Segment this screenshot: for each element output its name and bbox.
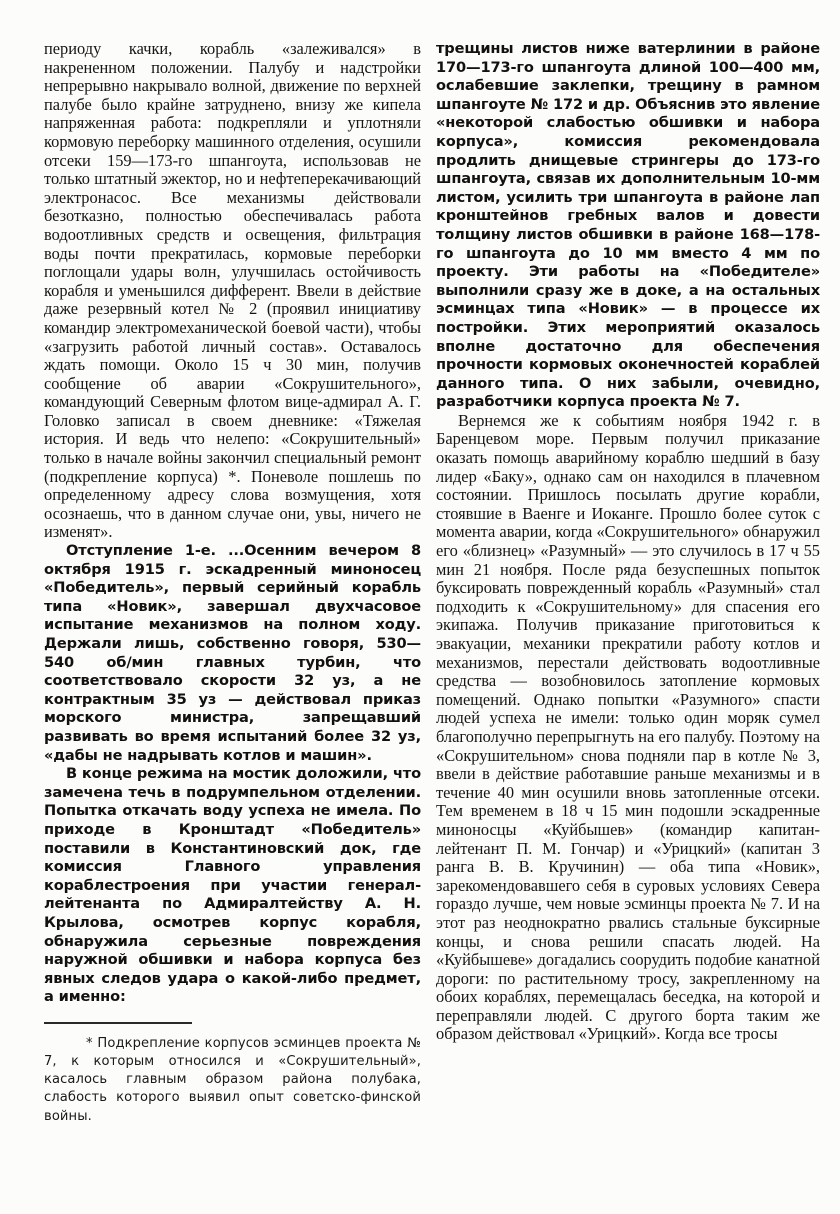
paragraph-right-bold-cracks: трещины листов ниже ватерлинии в районе 170—173-го шпангоута длиной 100—400 мм, ослабевшие заклепки, трещину в рамном шпангоуте № 172 и др. Объяснив это явление «некоторой слабостью обшивки и набора корпуса», комиссия рекомендовала продлить днищевые стрингеры до 173-го шпангоута, связав их дополнительным 10-мм листом, усилить три шпангоута в районе лап кронштейнов гребных валов и довести толщину листов обшивки в районе 168—178-го шпангоута до 10 мм вместо 4 мм по проекту. Эти работы на «Победителе» выполнили сразу же в доке, а на остальных эсминцах типа «Новик» — в процессе их постройки. Этих мероприятий оказалось вполне достаточно для обеспечения прочности кормовых оконечностей кораблей данного типа. О них забыли, очевидно, разработчики корпуса проекта № 7. xyxy=(436,40,820,411)
paragraph-right-serif-rescue: Вернемся же к событиям ноября 1942 г. в Баренцевом море. Первым получил приказание оказать помощь аварийному кораблю шедший в базу лидер «Баку», однако сам он находился в плачевном состоянии. Пришлось посылать другие корабли, стоявшие в Ваенге и Иоканге. Прошло более суток с момента аварии, когда «Сокрушительного» обнаружил его «близнец» «Разумный» — это случилось в 17 ч 55 мин 21 ноября. После ряда безуспешных попыток буксировать поврежденный корабль «Разумный» стал подходить к «Сокрушительному» для спасения его экипажа. Получив приказание приготовиться к эвакуации, механики прекратили работу котлов и механизмов, перестали действовать водоотливные средства — возобновилось затопление кормовых помещений. Однако попытки «Разумного» спасти людей успеха не имели: только один моряк сумел благополучно перепрыгнуть на его палубу. Поэтому на «Сокрушительном» снова подняли пар в котле № 3, ввели в действие работавшие раньше механизмы и в течение 40 мин осушили вновь затопленные отсеки. Тем временем в 18 ч 15 мин подошли эскадренные миноносцы «Куйбышев» (командир капитан-лейтенант П. М. Гончар) и «Урицкий» (капитан 3 ранга В. В. Кручинин) — оба типа «Новик», зарекомендовавшего себя в суровых условиях Севера гораздо лучше, чем новые эсминцы проекта № 7. И на этот раз неоднократно рвались стальные буксирные концы, и снова решили спасать людей. На «Куйбышеве» догадались соорудить подобие канатной дороги: по растительному тросу, закрепленному на обоих кораблях, перемещалась беседка, на которой и переправляли людей. С другого борта таким же образом действовал «Урицкий». Когда все тросы xyxy=(436,410,820,1044)
right-column xyxy=(436,40,820,1126)
footnote-text: * Подкрепление корпусов эсминцев проекта № 7, к которым относился и «Сокрушительный», касалось главным образом района полубака, слабость которого выявил опыт советско-финской войны. xyxy=(44,1035,421,1124)
paragraph-left-bold-digression: Отступление 1-е. ...Осенним вечером 8 октября 1915 г. эскадренный миноносец «Победитель», первый серийный корабль типа «Новик», завершал двухчасовое испытание механизмов на полном ходу. Держали лишь, собственно говоря, 530—540 об/мин главных турбин, что соответствовало скорости 32 уз, а не контрактным 35 уз — действовал приказ морского министра, запрещавший развивать во время испытаний более 32 уз, «дабы не надрывать котлов и машин». xyxy=(44,542,421,764)
paragraph-left-bold-leak: В конце режима на мостик доложили, что замечена течь в подрумпельном отделении. Попытка откачать воду успеха не имела. По приходе в Кронштадт «Победитель» поставили в Константиновский док, где комиссия Главного управления кораблестроения при участии генерал-лейтенанта по Адмиралтейству А. Н. Крылова, осмотрев корпус корабля, обнаружила серьезные повреждения наружной обшивки и набора корпуса без явных следов удара о какой-либо предмет, а именно: xyxy=(44,765,421,1006)
paragraph-left-serif: периоду качки, корабль «залеживался» в накрененном положении. Палубу и надстройки непрерывно накрывало волной, движение по верхней палубе было крайне затруднено, внизу же кипела напряженная работа: подкрепляли и уплотняли кормовую переборку машинного отделения, осушили отсеки 159—173-го шпангоута, использовав не только штатный эжектор, но и нефтеперекачивающий электронасос. Все механизмы действовали безотказно, полностью обеспечивалась работа водоотливных средств и освещения, фильтрация воды почти прекратилась, кормовые переборки поглощали удары волн, улучшилась остойчивость корабля и уменьшился дифферент. Ввели в действие даже резервный котел № 2 (проявил инициативу командир электромеханической боевой части), чтобы «загрузить работой личный состав». Оставалось ждать помощи. Около 15 ч 30 мин, получив сообщение об аварии «Сокрушительного», командующий Северным флотом вице-адмирал А. Г. Головко записал в своем дневнике: «Тяжелая история. И ведь что нелепо: «Сокрушительный» только в начале войны закончил специальный ремонт (подкрепление корпуса) *. Поневоле пошлешь по определенному адресу слова возмущения, хотя осознаешь, что в данном случае они, увы, ничего не изменят». xyxy=(44,39,421,542)
left-column xyxy=(44,40,421,1126)
footnote-divider xyxy=(44,1022,192,1024)
two-column-layout xyxy=(44,40,820,1126)
